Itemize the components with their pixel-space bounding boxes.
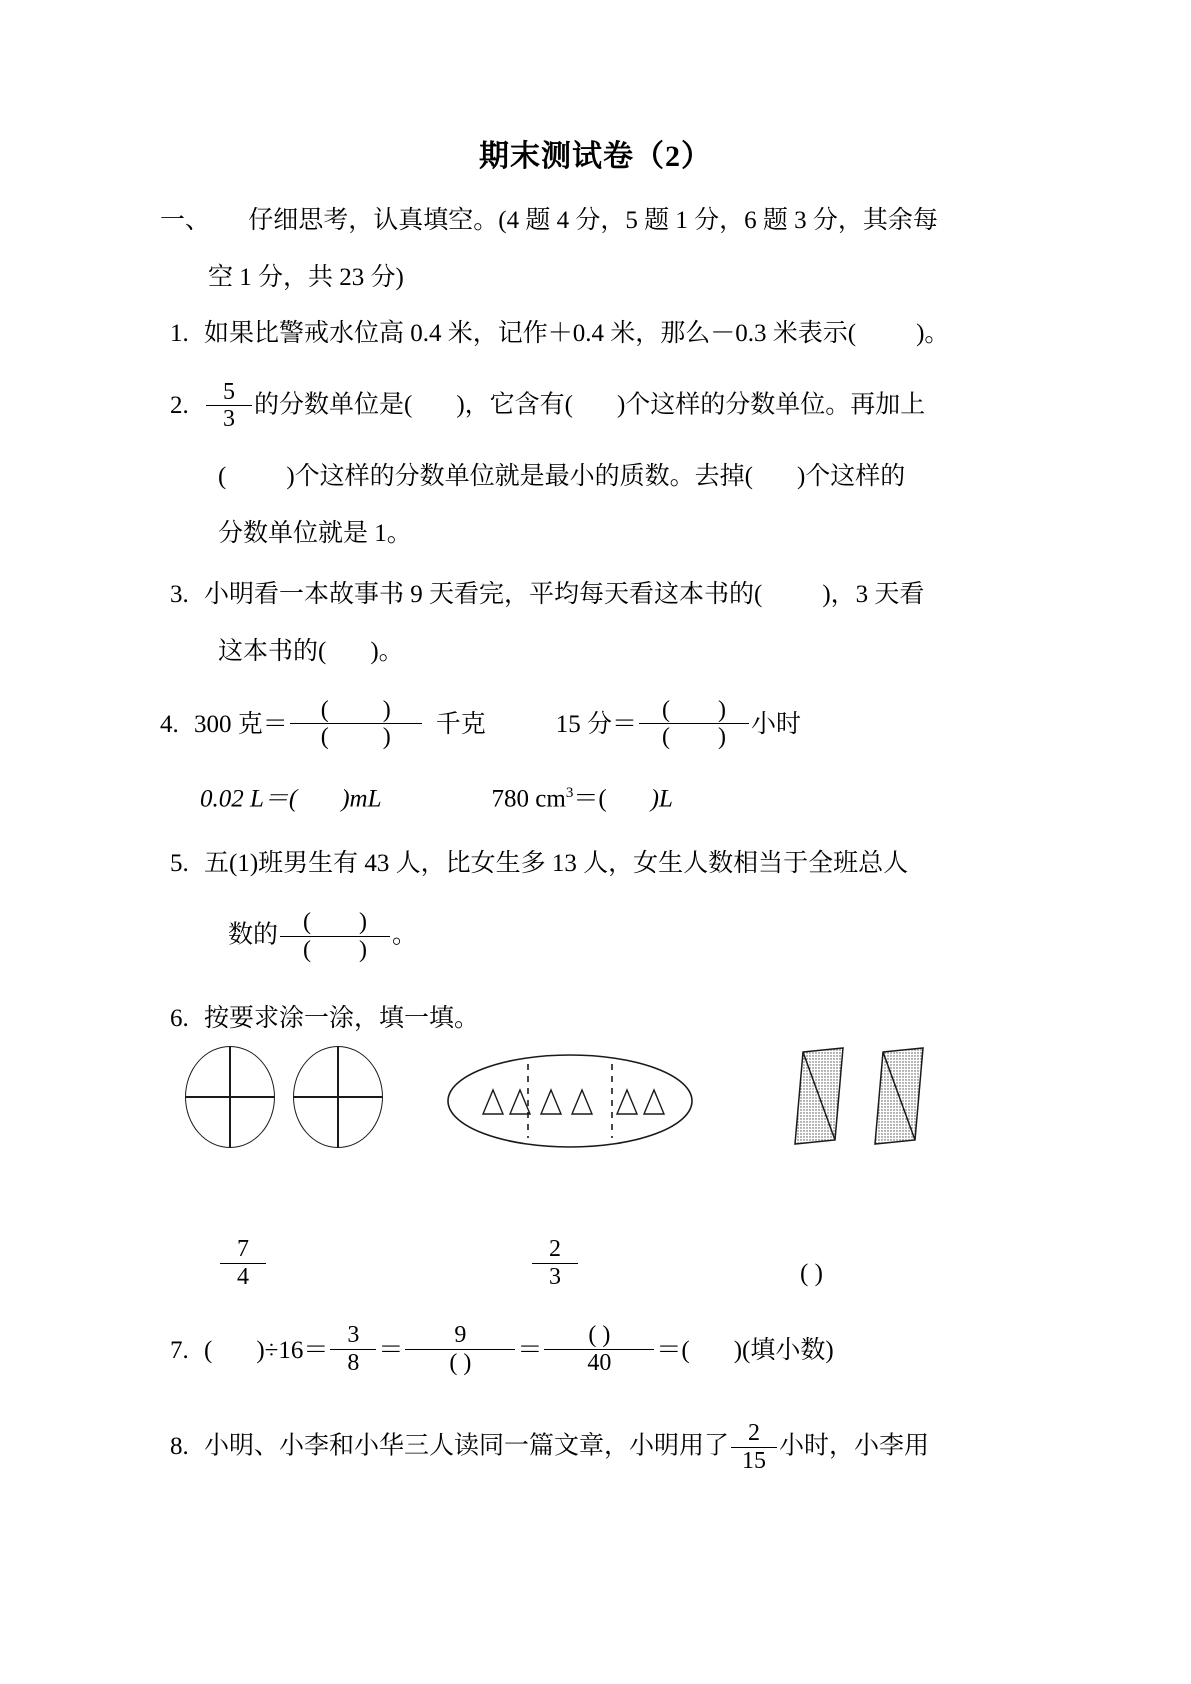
- triangle-icon: [572, 1090, 592, 1114]
- oval-triangles-figure[interactable]: [445, 1046, 695, 1161]
- question-5-line2-suffix: 。: [392, 921, 418, 949]
- question-1-number: 1.: [170, 320, 189, 347]
- question-2-line2-c: )个这样的: [796, 462, 906, 490]
- question-6-number: 6.: [170, 1005, 189, 1033]
- question-4-line2-right-unit: )L: [650, 785, 673, 813]
- fraction-numerator: 5: [223, 379, 235, 405]
- question-1: [160, 320, 1026, 347]
- question-4-left-value: 300 克＝: [194, 711, 288, 739]
- question-4-right-value: 15 分＝: [555, 711, 638, 739]
- fraction-denominator: 15: [742, 1447, 767, 1474]
- question-3-text-b: )，3 天看: [822, 580, 925, 608]
- question-7-b: )÷16＝: [256, 1336, 329, 1364]
- fraction-numerator-blank[interactable]: ( ): [303, 909, 367, 936]
- question-8-text-a: 小明、小李和小华三人读同一篇文章，小明用了: [204, 1432, 730, 1460]
- cubic-exponent: 3: [565, 784, 574, 801]
- section-1-line-1: 仔细思考，认真填空。(4 题 4 分，5 题 1 分，6 题 3 分，其余每: [248, 207, 938, 234]
- fraction-7-4: [220, 1237, 266, 1289]
- question-2-text-a: 的分数单位是(: [254, 391, 413, 419]
- oval-outline: [448, 1055, 692, 1147]
- question-5: [160, 850, 1026, 963]
- fraction-denominator: 3: [549, 1263, 561, 1290]
- question-3: [160, 581, 1026, 665]
- question-5-number: 5.: [170, 850, 189, 878]
- shaded-parallelograms-figure[interactable]: [785, 1040, 945, 1161]
- question-4: [160, 696, 1026, 813]
- question-4-line-2: [160, 785, 1026, 812]
- question-7-number: 7.: [170, 1336, 189, 1364]
- label-fraction-seven-fourths: [218, 1238, 268, 1290]
- section-1-line-2: 空 1 分，共 23 分): [208, 264, 404, 291]
- fraction-three-eighths: [330, 1323, 376, 1375]
- fraction-denominator-blank[interactable]: ( ): [303, 936, 367, 963]
- section-1-heading: [160, 208, 1026, 290]
- question-8-text-b: 小时，小李用: [779, 1432, 930, 1460]
- question-6-text: 按要求涂一涂，填一填。: [204, 1005, 480, 1033]
- question-2: [160, 381, 1026, 547]
- triangle-icon: [617, 1090, 637, 1114]
- question-7-eq1: ＝: [378, 1336, 404, 1364]
- fraction-two-fifteenths: [731, 1421, 777, 1473]
- fraction-denominator: 8: [347, 1349, 360, 1376]
- fraction-numerator: 9: [454, 1322, 467, 1349]
- question-8: [160, 1422, 1026, 1474]
- fraction-blank-over-blank-2[interactable]: [639, 698, 749, 750]
- fraction-numerator: 7: [237, 1236, 249, 1263]
- question-2-text-b: )，它含有(: [456, 391, 573, 419]
- question-7: [160, 1324, 1026, 1376]
- parallelograms-svg: [785, 1040, 945, 1156]
- fraction-numerator: 2: [549, 1236, 561, 1263]
- question-1-text-a: 如果比警戒水位高 0.4 米，记作＋0.4 米，那么－0.3 米表示(: [204, 320, 857, 347]
- question-6: [160, 1005, 1026, 1032]
- fraction-denominator-blank[interactable]: ( ): [320, 724, 391, 751]
- quartered-circle-icon[interactable]: [185, 1046, 275, 1148]
- question-1-text-b: )。: [916, 320, 950, 347]
- fraction-numerator-blank[interactable]: ( ): [320, 696, 391, 723]
- triangle-icon: [644, 1090, 664, 1114]
- triangle-icon: [483, 1090, 503, 1114]
- question-7-eq2: ＝: [517, 1336, 543, 1364]
- question-4-number: 4.: [160, 711, 179, 739]
- fraction-numerator: 2: [748, 1420, 761, 1447]
- question-7-a: (: [204, 1336, 213, 1364]
- question-3-line2-b: )。: [370, 637, 404, 665]
- question-3-text-a: 小明看一本故事书 9 天看完，平均每天看这本书的(: [204, 580, 763, 608]
- question-5-line-2: [170, 911, 1026, 963]
- fraction-numerator-blank[interactable]: ( ): [588, 1322, 611, 1349]
- question-2-text-c: )个这样的分数单位。再加上: [616, 391, 926, 419]
- question-2-line-2: [170, 463, 1026, 490]
- question-3-line2-a: 这本书的(: [218, 637, 327, 665]
- question-7-tail: )(填小数): [733, 1336, 834, 1364]
- quartered-circle-icon[interactable]: [293, 1046, 383, 1148]
- question-2-number: 2.: [170, 391, 189, 419]
- question-6-figure-labels: [160, 1238, 1026, 1314]
- triangle-icon: [541, 1090, 561, 1114]
- quartered-circles-figure[interactable]: [185, 1046, 383, 1148]
- fraction-denominator: 4: [237, 1263, 249, 1290]
- question-7-eq3: ＝(: [656, 1336, 690, 1364]
- question-6-figures: [160, 1046, 1026, 1236]
- question-5-text: 五(1)班男生有 43 人，比女生多 13 人，女生人数相当于全班总人: [204, 850, 909, 878]
- section-1-marker: 一、: [160, 207, 211, 234]
- exam-body: [0, 208, 1191, 1474]
- question-2-line-3: 分数单位就是 1。: [218, 519, 412, 547]
- question-4-line2-right-b: ＝(: [573, 785, 607, 813]
- oval-triangles-svg: [445, 1046, 695, 1156]
- question-8-number: 8.: [170, 1432, 189, 1460]
- label-fraction-two-thirds: [530, 1238, 580, 1290]
- fraction-2-3: [532, 1237, 578, 1289]
- fraction-five-thirds: [206, 380, 252, 432]
- fraction-nine-over-blank[interactable]: [405, 1323, 515, 1375]
- question-3-number: 3.: [170, 580, 189, 608]
- question-4-line-1: [160, 696, 1026, 751]
- fraction-denominator-blank[interactable]: ( ): [662, 724, 727, 751]
- question-2-line2-b: )个这样的分数单位就是最小的质数。去掉(: [286, 462, 753, 490]
- page-title: 期末测试卷（2）: [479, 140, 712, 173]
- question-5-line2-prefix: 数的: [228, 921, 279, 949]
- fraction-denominator: 40: [587, 1349, 612, 1376]
- fraction-blank-over-blank-3[interactable]: [280, 910, 390, 962]
- question-7-equation: [170, 1324, 1026, 1376]
- fraction-denominator: 3: [223, 406, 235, 433]
- question-4-line2-left-unit: )mL: [341, 785, 382, 813]
- fraction-blank-over-blank[interactable]: [290, 698, 422, 750]
- triangle-icon: [510, 1090, 530, 1114]
- fraction-numerator-blank[interactable]: ( ): [662, 696, 727, 723]
- fraction-denominator-blank[interactable]: ( ): [449, 1349, 472, 1376]
- question-2-line2-a: (: [218, 462, 227, 490]
- fraction-blank-over-forty[interactable]: [544, 1323, 654, 1375]
- label-parallelogram-blank[interactable]: ( ): [800, 1260, 823, 1288]
- question-4-right-unit: 小时: [751, 711, 802, 739]
- question-4-line2-right-a: 780 cm: [491, 785, 566, 813]
- question-4-line2-left: 0.02 L＝(: [200, 785, 298, 813]
- question-4-left-unit: 千克: [435, 711, 486, 739]
- question-3-line-2: [170, 638, 1026, 665]
- fraction-numerator: 3: [347, 1322, 360, 1349]
